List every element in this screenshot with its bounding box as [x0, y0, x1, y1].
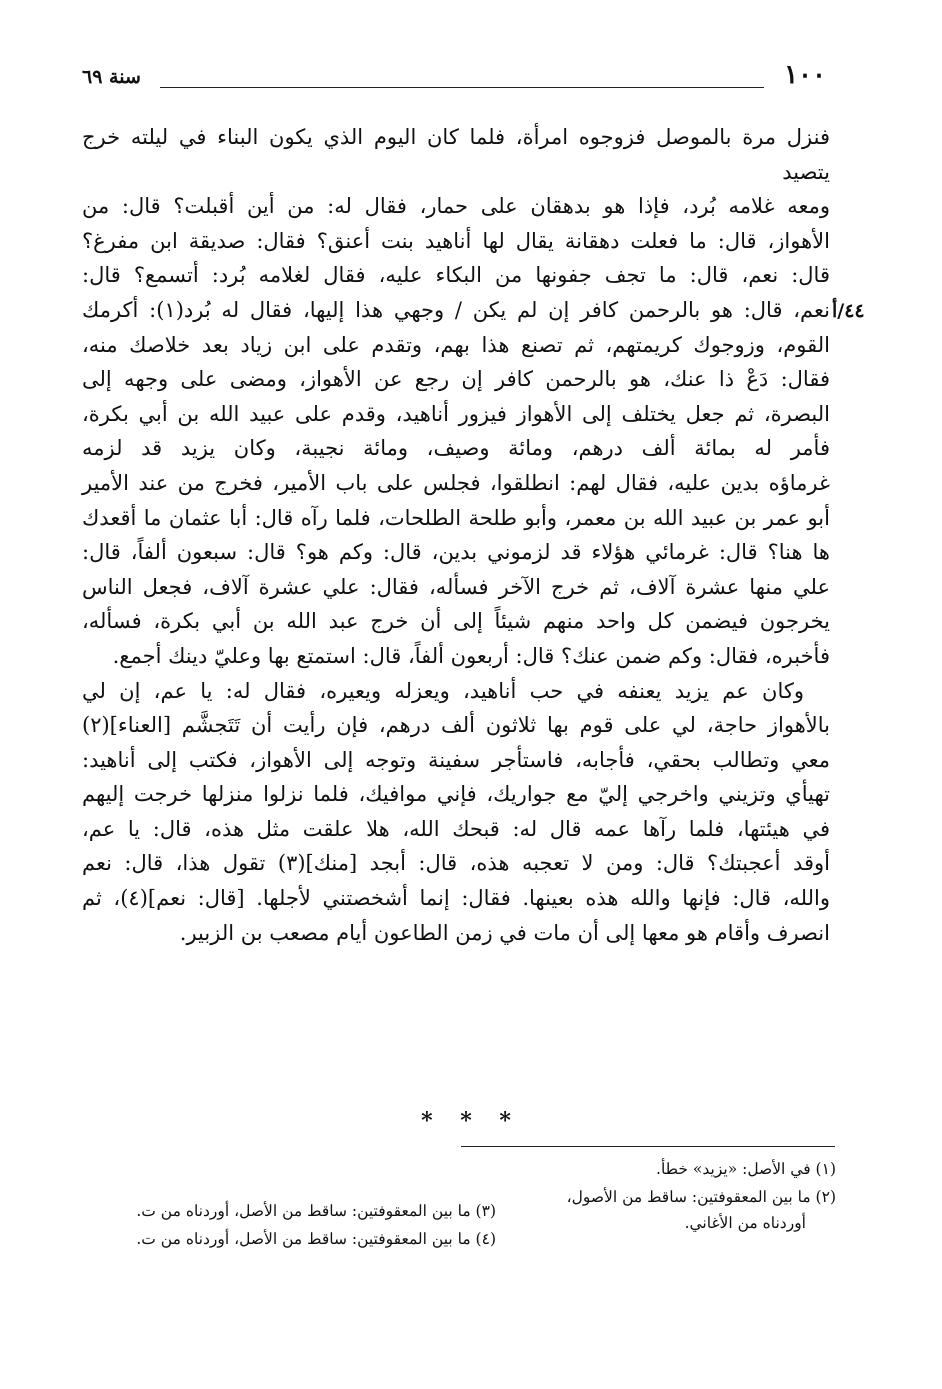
text-line: فقال: دَعْ ذا عنك، هو بالرحمن كافر إن رجع عن الأهواز، ومضى على وجهه إلى	[82, 367, 830, 392]
text-line: وكان عم يزيد يعنفه في حب أناهيد، ويعزله ويعيره، فقال له: يا عم، إن لي	[82, 678, 804, 703]
footnote-2-continued: أوردناه من الأغاني.	[684, 1214, 806, 1232]
footnote-rule	[461, 1146, 835, 1147]
page-number: ١٠٠	[784, 60, 826, 90]
footnotes	[82, 1156, 836, 1266]
text-line: علي منها عشرة آلاف، ثم خرج الآخر فسأله، فقال: علي عشرة آلاف، فجعل الناس	[82, 574, 830, 599]
footnote-2: (٢) ما بين المعقوفتين: ساقط من الأصول،	[566, 1188, 836, 1206]
main-text	[82, 120, 830, 950]
text-line: أبو عمر بن عبيد الله بن معمر، وأبو طلحة الطلحات، فلما رآه قال: أبا عثمان ما أقعدك	[82, 505, 830, 530]
text-line: ومعه غلامه بُرد، فإذا هو بدهقان على حمار، فقال له: من أين أقبلت؟ قال: من	[82, 194, 830, 219]
footnote-3: (٣) ما بين المعقوفتين: ساقط من الأصل، أوردناه من ت.	[136, 1202, 496, 1220]
text-line: معي وتطالب بحقي، فأجابه، فاستأجر سفينة وتوجه إلى الأهواز، فكتب إلى أناهيد:	[82, 747, 830, 772]
text-line: فأخبره، فقال: وكم ضمن عنك؟ قال: أربعون ألفاً، قال: استمتع بها وعليّ دينك أجمع.	[112, 643, 830, 668]
text-line: والله، قال: فإنها والله هذه بعينها. فقال: إنما أشخصتني لأجلها. [قال: نعم](٤)، ثم	[82, 886, 831, 911]
text-line: بالأهواز حاجة، لي على قوم بها ثلاثون ألف درهم، فإن رأيت أن تَتَجشَّم [العناء](٢)	[82, 713, 830, 738]
text-line: يخرجون فيضمن كل واحد منهم شيئاً إلى أن خرج عبد الله بن أبي بكرة، فسأله،	[82, 609, 830, 634]
text-line: تهيأي وتزيني واخرجي إليّ مع جواريك، فإني موافيك، فلما نزلوا منزلها خرجت إليهم	[82, 782, 830, 807]
footnote-4: (٤) ما بين المعقوفتين: ساقط من الأصل، أوردناه من ت.	[136, 1230, 496, 1248]
text-line: البصرة، ثم جعل يختلف إلى الأهواز فيزور أناهيد، وقدم على عبيد الله بن أبي بكرة،	[82, 401, 830, 426]
header-rule	[160, 87, 764, 88]
text-line: القوم، وزوجوك كريمتهم، ثم تصنع هذا بهم، وتقدم على ابن زياد بعد خلاصك منه،	[82, 332, 830, 357]
text-line: فأمر له بمائة ألف درهم، ومائة وصيف، ومائة نجيبة، وكان يزيد قد لزمه	[82, 436, 830, 461]
section-separator: * * *	[421, 1108, 521, 1134]
page-header	[82, 58, 826, 92]
margin-folio-reference: ٤٤/أ	[832, 300, 865, 322]
text-line: غرماؤه بدين عليه، فقال لهم: انطلقوا، فجلس على باب الأمير، فخرج من عند الأمير	[82, 470, 830, 495]
text-line: في هيئتها، فلما رآها عمه قال له: قبحك الله، هلا علقت مثل هذه، قال: يا عم،	[82, 816, 830, 841]
running-title-year: سنة ٦٩	[82, 66, 141, 88]
text-line: أوقد أعجبتك؟ قال: ومن لا تعجبه هذه، قال: أبجد [منك](٣) تقول هذا، قال: نعم	[82, 851, 830, 876]
text-line: انصرف وأقام هو معها إلى أن مات في زمن الطاعون أيام مصعب بن الزبير.	[179, 920, 830, 945]
footnote-1: (١) في الأصل: «يزيد» خطأ.	[656, 1160, 836, 1178]
text-line: نعم، قال: هو بالرحمن كافر إن لم يكن / وجهي هذا إليها، فقال له بُرد(١): أكرمك	[82, 297, 830, 322]
text-line: فنزل مرة بالموصل فزوجوه امرأة، فلما كان اليوم الذي يكون البناء في ليلته خرج يتصيد	[82, 125, 830, 184]
text-line: ها هنا؟ قال: غرمائي هؤلاء قد لزموني بدين، قال: وكم هو؟ قال: سبعون ألفاً، قال:	[82, 540, 830, 565]
text-line: قال: نعم، قال: ما تجف جفونها من البكاء عليه، فقال لغلامه بُرد: أتسمع؟ قال:	[82, 263, 830, 288]
text-line: الأهواز، قال: ما فعلت دهقانة يقال لها أناهيد بنت أعنق؟ فقال: صديقة ابن مفرغ؟	[82, 228, 830, 253]
